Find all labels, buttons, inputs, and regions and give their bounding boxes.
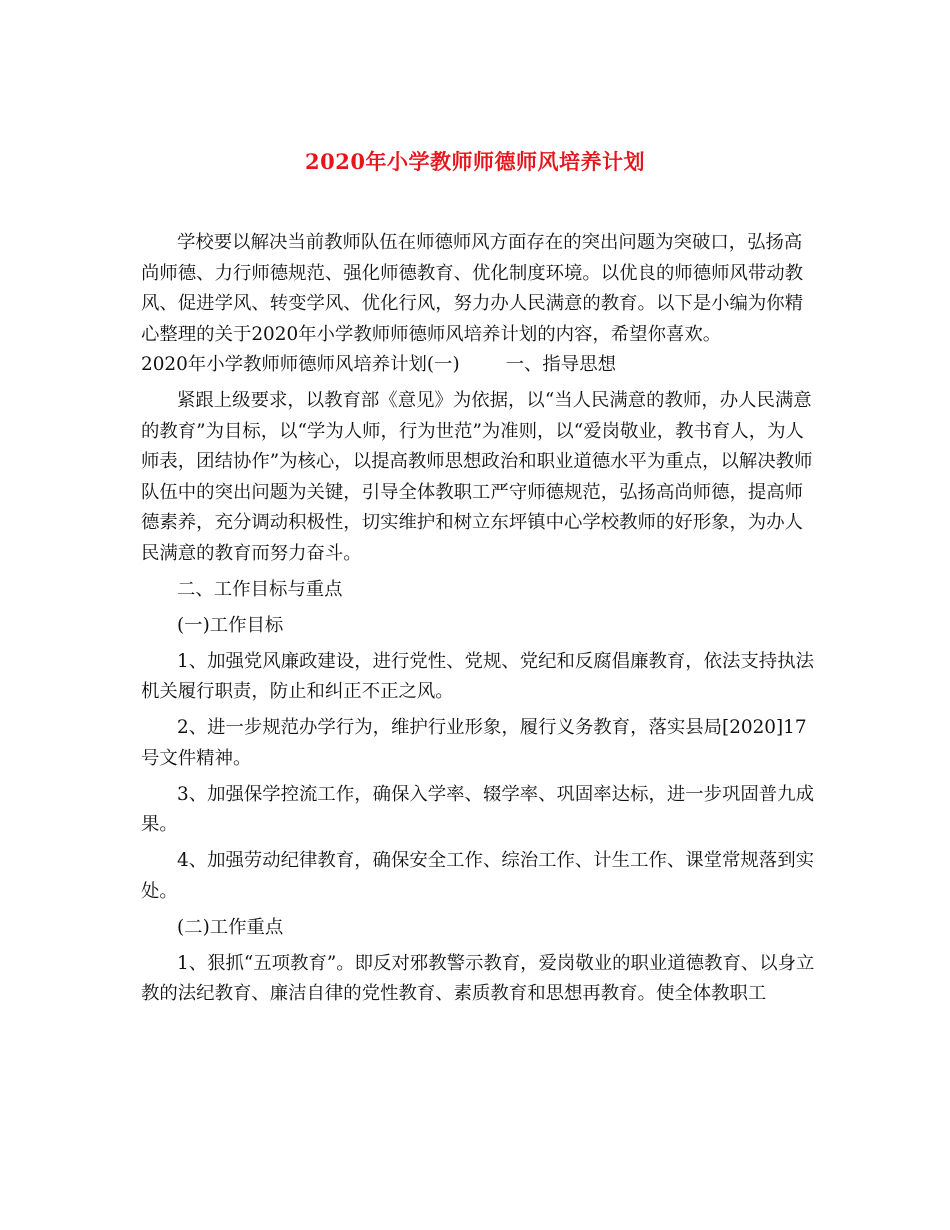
goal-item: 1、加强党风廉政建设，进行党性、党规、党纪和反腐倡廉教育，依法支持执法机关履行职责，防止和纠正不正之风。 xyxy=(141,650,814,702)
section1-paragraph: 紧跟上级要求，以教育部《意见》为依据，以“当人民满意的教师，办人民满意的教育”为目标，以“学为人师，行为世范”为准则，以“爱岗敬业，教书育人，为人师表，团结协作”为核心，以提高教师思想政治和职业道德水平为重点，以解决教师队伍中的突出问题为关键，引导全体教职工严守师德规范，弘扬高尚师德，提高师德素养，充分调动积极性，切实维护和树立东坪镇中心学校教师的好形象，为办人民满意的教育而努力奋斗。 xyxy=(141,390,813,564)
section2-heading: 二、工作目标与重点 xyxy=(177,578,343,600)
focus-item: 1、狠抓“五项教育”。即反对邪教警示教育，爱岗敬业的职业道德教育、以身立教的法纪教育、廉洁自律的党性教育、素质教育和思想再教育。使全体教职工 xyxy=(141,952,815,1004)
plan-label: 2020年小学教师师德师风培养计划(一) xyxy=(141,354,460,375)
focus-heading: (二)工作重点 xyxy=(177,916,284,938)
goals-heading: (一)工作目标 xyxy=(177,614,284,636)
intro-paragraph: 学校要以解决当前教师队伍在师德师风方面存在的突出问题为突破口，弘扬高尚师德、力行师德规范、强化师德教育、优化制度环境。以优良的师德师风带动教风、促进学风、转变学风、优化行风，努力办人民满意的教育。以下是小编为你精心整理的关于2020年小学教师师德师风培养计划的内容，希望你喜欢。 xyxy=(141,232,804,345)
document-body xyxy=(141,228,816,1010)
section1-heading: 一、指导思想 xyxy=(505,354,616,375)
goal-item: 3、加强保学控流工作，确保入学率、辍学率、巩固率达标，进一步巩固普九成果。 xyxy=(141,783,814,835)
goal-item: 2、进一步规范办学行为，维护行业形象，履行义务教育，落实县局[2020]17号文件精神。 xyxy=(141,717,807,769)
plan-heading-line xyxy=(141,350,816,381)
goal-item: 4、加强劳动纪律教育，确保安全工作、综治工作、计生工作、课堂常规落到实处。 xyxy=(141,850,814,902)
page-title: 2020年小学教师师德师风培养计划 xyxy=(305,149,645,174)
